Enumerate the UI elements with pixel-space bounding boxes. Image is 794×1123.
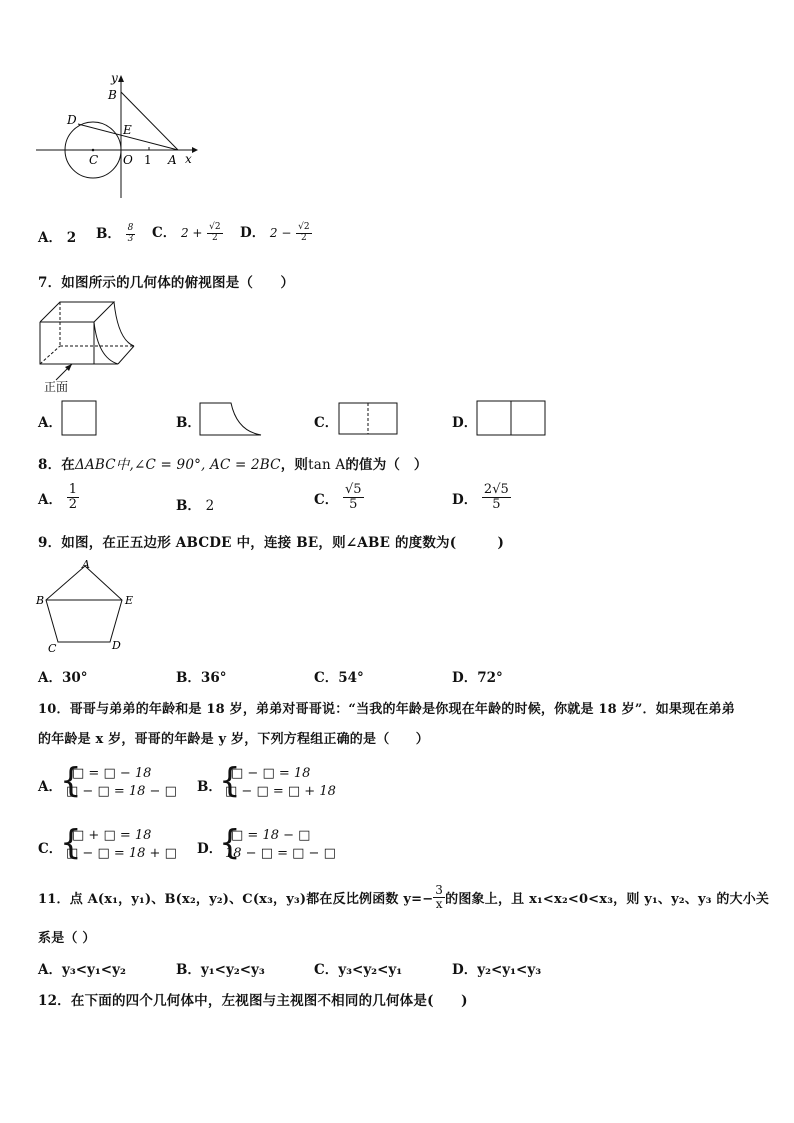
q9-option-c[interactable]: C．54°	[314, 670, 364, 686]
q10-option-c[interactable]: C．	[38, 841, 63, 857]
q11-option-c[interactable]: C．y₃<y₂<y₁	[314, 962, 403, 978]
system-row-2: □ − □ = □ + 18	[225, 784, 336, 799]
label-c: C	[48, 642, 57, 655]
option-letter: D．	[452, 491, 478, 508]
system-row-1: □ = 18 − □	[231, 828, 311, 843]
option-lead: 2 +	[180, 226, 203, 240]
q8-option-a[interactable]	[38, 483, 79, 513]
segment-ab	[121, 92, 178, 150]
label-a: A	[82, 558, 90, 571]
q6-option-b[interactable]	[96, 222, 135, 245]
q10-option-d[interactable]: D．	[197, 841, 223, 857]
option-letter: C．	[152, 225, 177, 241]
q7-option-c-figure[interactable]	[338, 402, 400, 436]
curved-edge-front	[94, 322, 118, 364]
system-row-2: □ − □ = 18 + □	[66, 846, 177, 861]
label-1: 1	[144, 153, 152, 167]
system-row-1: □ + □ = 18	[72, 828, 152, 843]
q8-text: 8．在ΔABC中,∠C = 90°, AC = 2BC，则tan A的值为（ ）	[38, 457, 428, 473]
front-face	[40, 322, 94, 364]
q10-text-line2: 的年龄是 x 岁，哥哥的年龄是 y 岁，下列方程组正确的是（ ）	[38, 732, 430, 747]
q6-option-d[interactable]	[240, 221, 312, 244]
fraction: $\frac{√2}{2}$	[298, 222, 310, 243]
option-letter: D．	[452, 415, 478, 431]
label-c: C	[89, 153, 99, 167]
label-e: E	[125, 594, 134, 607]
option-value: 2	[205, 498, 215, 514]
q6-option-a[interactable]	[38, 226, 76, 246]
system-row-1: □ = □ − 18	[72, 766, 152, 781]
fraction: $\frac{√2}{2}$	[209, 222, 221, 243]
q7-option-a-figure[interactable]	[61, 400, 99, 438]
system-row-2: □ − □ = 18 − □	[66, 784, 177, 799]
q7-option-d-figure[interactable]	[476, 400, 548, 438]
option-letter: C．	[314, 415, 339, 431]
curved-edge-back	[114, 302, 134, 346]
q6-option-c[interactable]	[152, 221, 223, 244]
x-axis-arrow	[192, 147, 198, 153]
option-letter: A．	[38, 230, 62, 246]
q7-option-b[interactable]	[176, 411, 201, 431]
fraction: $\frac{2√5}{5}$	[483, 482, 509, 513]
q7-option-d[interactable]	[452, 411, 477, 431]
q8-option-d[interactable]	[452, 483, 511, 513]
top-face	[40, 302, 114, 322]
system-row-2: 18 − □ = □ − □	[225, 846, 336, 861]
fraction: $\frac{1}{2}$	[68, 482, 77, 513]
q9-pentagon-figure	[34, 556, 144, 656]
option-letter: C．	[314, 491, 339, 508]
brace: {	[219, 761, 241, 801]
q8-option-b[interactable]	[176, 494, 214, 514]
q12-text: 12．在下面的四个几何体中，左视图与主视图不相同的几何体是( )	[38, 993, 468, 1009]
option-letter: A．	[38, 491, 62, 508]
q6-figure	[34, 72, 204, 202]
q11-option-a[interactable]: A．y₃<y₁<y₂	[38, 962, 126, 978]
label-d: D	[112, 639, 121, 652]
label-e: E	[123, 123, 132, 137]
label-x: x	[185, 152, 192, 166]
label-b: B	[36, 594, 45, 607]
q7-option-b-figure[interactable]	[199, 401, 265, 437]
label-o: O	[123, 153, 133, 167]
label-y: y	[111, 72, 118, 85]
brace: {	[60, 823, 82, 863]
center-point	[92, 149, 95, 152]
q11-text-line2: 系是（ ）	[38, 931, 96, 946]
brace: {	[219, 823, 241, 863]
option-letter: A．	[38, 415, 62, 431]
option-letter: D．	[240, 225, 266, 241]
q9-text: 9．如图，在正五边形 ABCDE 中，连接 BE，则∠ABE 的度数为( )	[38, 535, 505, 551]
q9-option-a[interactable]: A．30°	[38, 670, 88, 686]
q7-option-c[interactable]	[314, 411, 338, 431]
q8-condition: ΔABC中,∠C = 90°, AC = 2BC	[75, 457, 281, 473]
q11-text-line1: 11．点 A(x₁，y₁)、B(x₂，y₂)、C(x₃，y₃)都在反比例函数 y=− $\frac{3}{x}$ 的图象上，且 x₁<x₂<0<x₃，则 y₁、y₂、y₃ 的大小关	[38, 883, 770, 912]
q7-text: 7．如图所示的几何体的俯视图是（ ）	[38, 275, 295, 291]
y-axis-arrow	[118, 75, 124, 82]
fraction: $\frac{8}{3}$	[127, 223, 134, 244]
q9-option-d[interactable]: D．72°	[452, 670, 503, 686]
label-d: D	[67, 113, 77, 127]
q10-option-a[interactable]: A．	[38, 779, 62, 795]
q10-option-b[interactable]: B．	[197, 779, 222, 795]
option-letter: B．	[96, 226, 121, 242]
q8-tan: tan A	[308, 457, 346, 473]
pentagon	[46, 566, 122, 642]
fraction: $\frac{√5}{5}$	[344, 482, 362, 513]
q8-option-c[interactable]	[314, 483, 364, 513]
q11-option-d[interactable]: D．y₂<y₁<y₃	[452, 962, 542, 978]
option-lead: 2 −	[269, 226, 292, 240]
option-letter: B．	[176, 498, 201, 514]
system-row-1: □ − □ = 18	[231, 766, 311, 781]
q7-option-a[interactable]	[38, 411, 62, 431]
option-letter: B．	[176, 415, 201, 431]
q11-option-b[interactable]: B．y₁<y₂<y₃	[176, 962, 265, 978]
label-a: A	[168, 153, 177, 167]
label-b: B	[108, 88, 117, 102]
fraction: $\frac{3}{x}$	[435, 883, 444, 912]
q9-option-b[interactable]: B．36°	[176, 670, 227, 686]
q10-text-line1: 10．哥哥与弟弟的年龄和是 18 岁，弟弟对哥哥说：“当我的年龄是你现在年龄的时候，你就是 18 岁”．如果现在弟弟	[38, 702, 735, 717]
front-label: 正面	[44, 380, 69, 394]
brace: {	[60, 761, 82, 801]
option-value: 2	[66, 230, 77, 246]
